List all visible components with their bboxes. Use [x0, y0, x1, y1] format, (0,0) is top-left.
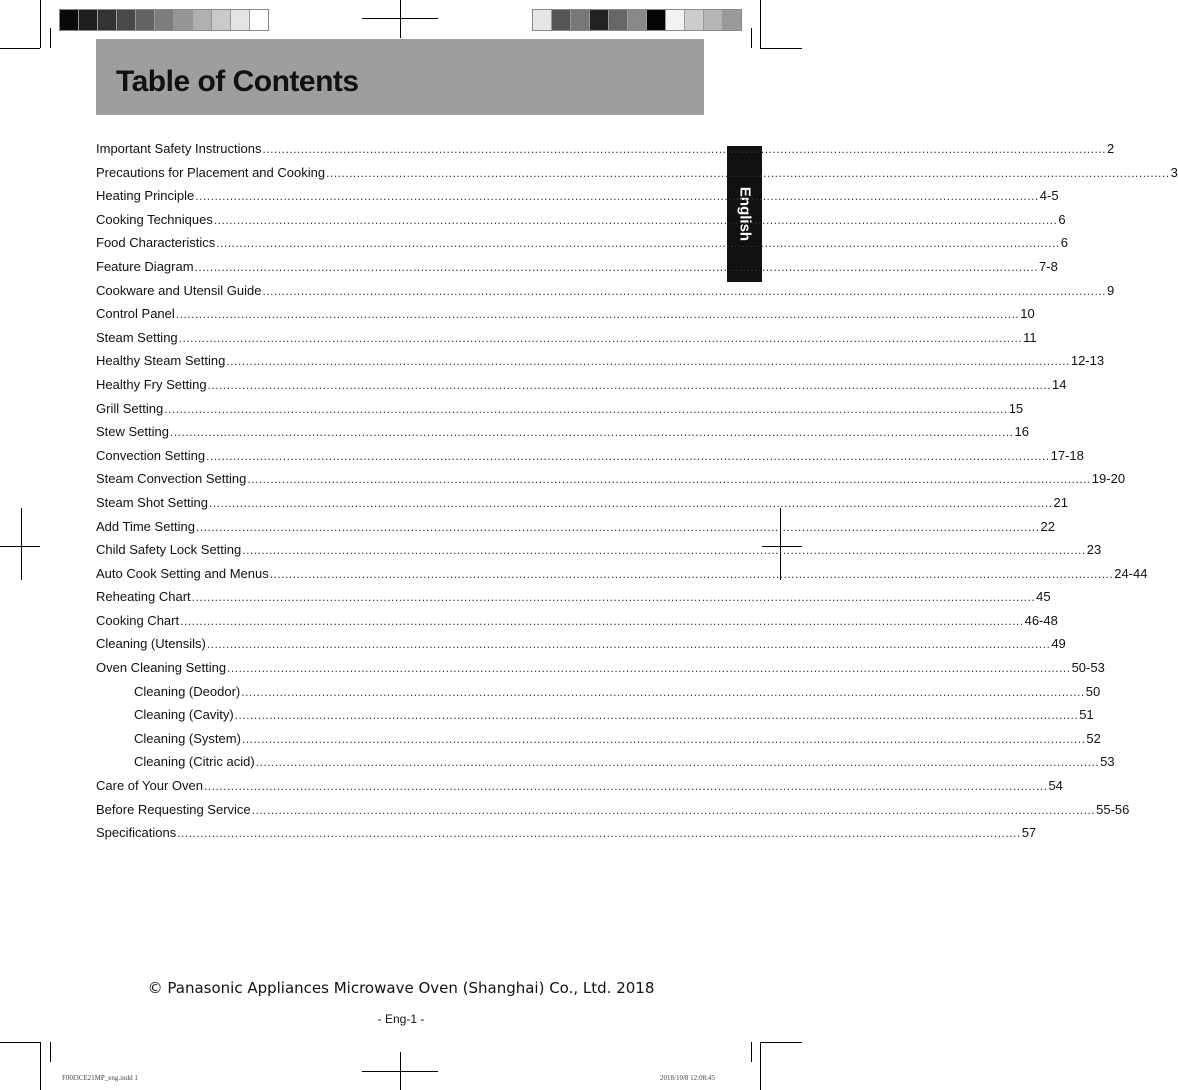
color-swatch	[666, 10, 685, 30]
toc-leader-dots: ............................................................................................................................................................................................................................	[194, 259, 1039, 274]
toc-entry	[96, 376, 1067, 401]
toc-entry	[96, 353, 1105, 377]
toc-leader-dots: ............................................................................................................................................................................................................................	[216, 236, 1060, 251]
toc-entry-title: Precautions for Placement and Cooking	[96, 164, 326, 180]
language-tab-label: English	[736, 186, 753, 242]
toc-entry-page: 50-53	[1071, 660, 1105, 676]
toc-leader-dots: ............................................................................................................................................................................................................................	[242, 543, 1086, 558]
toc-entry	[96, 400, 1024, 425]
toc-leader-dots: ............................................................................................................................................................................................................................	[177, 826, 1021, 841]
toc-entry-page: 21	[1053, 494, 1068, 510]
toc-entry-title: Important Safety Instructions	[96, 141, 262, 156]
color-swatch	[685, 10, 704, 30]
toc-entry-title: Control Panel	[96, 306, 175, 322]
toc-entry	[96, 235, 1068, 259]
title-banner	[96, 39, 704, 115]
toc-entry-title: Reheating Chart	[96, 589, 191, 605]
toc-entry	[96, 188, 1059, 212]
toc-entry-title: Healthy Fry Setting	[96, 376, 207, 392]
color-swatch	[552, 10, 571, 30]
toc-entry-title: Before Requesting Service	[96, 801, 251, 817]
color-swatch	[609, 10, 628, 30]
toc-entry	[96, 141, 1115, 165]
color-swatch	[60, 10, 79, 30]
toc-entry-page: 15	[1008, 400, 1024, 416]
toc-entry-title: Cleaning (Utensils)	[96, 636, 206, 652]
toc-entry-title: Cleaning (Deodor)	[134, 683, 241, 699]
toc-entry	[96, 164, 1178, 189]
toc-leader-dots: ............................................................................................................................................................................................................................	[195, 189, 1039, 204]
color-swatch	[533, 10, 552, 30]
toc-entry-title: Cooking Chart	[96, 612, 180, 628]
toc-entry-title: Oven Cleaning Setting	[96, 660, 227, 676]
toc-leader-dots: ............................................................................................................................................................................................................................	[209, 495, 1053, 510]
page-number: - Eng-1 -	[377, 1012, 425, 1026]
toc-entry-title: Cooking Techniques	[96, 211, 213, 227]
toc-leader-dots: ............................................................................................................................................................................................................................	[247, 472, 1091, 487]
toc-entry-title: Feature Diagram	[96, 258, 194, 274]
crop-mark	[40, 1042, 41, 1090]
toc-entry	[96, 447, 1084, 472]
toc-entry	[96, 778, 1063, 802]
toc-entry	[96, 636, 1066, 660]
crop-mark	[50, 28, 51, 48]
registration-mark	[362, 18, 438, 19]
calibration-bar-left	[59, 9, 269, 31]
toc-leader-dots: ............................................................................................................................................................................................................................	[234, 708, 1079, 723]
toc-entry-page: 2	[1106, 141, 1115, 156]
toc-entry-title: Grill Setting	[96, 400, 164, 416]
toc-entry-page: 51	[1079, 707, 1094, 723]
copyright-notice: © Panasonic Appliances Microwave Oven (Shanghai) Co., Ltd. 2018	[147, 979, 655, 997]
toc-entry-title: Food Characteristics	[96, 235, 216, 251]
toc-leader-dots: ............................................................................................................................................................................................................................	[170, 425, 1014, 440]
toc-leader-dots: ............................................................................................................................................................................................................................	[255, 755, 1100, 770]
toc-entry-page: 53	[1100, 754, 1115, 770]
toc-entry-page: 49	[1051, 636, 1066, 652]
toc-entry	[96, 660, 1105, 684]
toc-leader-dots: ............................................................................................................................................................................................................................	[241, 684, 1085, 699]
toc-entry	[96, 424, 1029, 448]
crop-mark	[760, 1042, 802, 1043]
toc-entry	[96, 211, 1066, 236]
print-slug-file: F00I3CE21MP_eng.indd 1	[62, 1074, 138, 1082]
toc-entry	[96, 801, 1130, 826]
toc-entry-page: 54	[1048, 778, 1063, 794]
toc-leader-dots: ............................................................................................................................................................................................................................	[326, 165, 1170, 180]
toc-entry-page: 4-5	[1039, 188, 1059, 204]
color-swatch	[212, 10, 231, 30]
crop-mark	[751, 1042, 752, 1062]
crop-mark	[760, 0, 761, 48]
toc-entry-title: Heating Principle	[96, 188, 195, 204]
toc-leader-dots: ............................................................................................................................................................................................................................	[175, 307, 1020, 322]
toc-entry-title: Specifications	[96, 825, 177, 841]
toc-entry-page: 24-44	[1114, 565, 1148, 581]
toc-entry	[96, 707, 1094, 731]
toc-entry-title: Add Time Setting	[96, 518, 195, 534]
crop-mark	[0, 48, 40, 49]
toc-entry-title: Steam Setting	[96, 329, 178, 345]
toc-leader-dots: ............................................................................................................................................................................................................................	[196, 519, 1040, 534]
print-slug-date: 2018/10/8 12:08:45	[660, 1074, 716, 1082]
toc-entry	[96, 542, 1102, 566]
toc-entry	[96, 612, 1058, 637]
color-swatch	[155, 10, 174, 30]
toc-entry	[96, 683, 1101, 708]
color-swatch	[136, 10, 155, 30]
toc-entry-title: Auto Cook Setting and Menus	[96, 565, 269, 581]
toc-entry-title: Steam Shot Setting	[96, 494, 209, 510]
toc-leader-dots: ............................................................................................................................................................................................................................	[206, 448, 1050, 463]
toc-entry-page: 22	[1040, 518, 1055, 534]
toc-entry-page: 55-56	[1096, 801, 1130, 817]
color-swatch	[117, 10, 136, 30]
crop-mark	[50, 1042, 51, 1062]
color-swatch	[723, 10, 741, 30]
toc-entry-title: Care of Your Oven	[96, 778, 203, 794]
toc-entry	[96, 329, 1037, 354]
toc-entry-title: Cleaning (Citric acid)	[134, 754, 255, 770]
toc-entry-page: 11	[1023, 329, 1037, 345]
toc-entry-title: Healthy Steam Setting	[96, 353, 226, 369]
toc-entry	[96, 471, 1126, 495]
toc-entry	[96, 494, 1068, 519]
toc-entry-page: 19-20	[1091, 471, 1126, 487]
toc-entry-title: Stew Setting	[96, 424, 169, 440]
page-title: Table of Contents	[116, 65, 359, 98]
toc-leader-dots: ............................................................................................................................................................................................................................	[207, 377, 1052, 392]
toc-leader-dots: ............................................................................................................................................................................................................................	[227, 661, 1071, 676]
toc-entry-page: 7-8	[1039, 258, 1058, 274]
toc-entry-page: 57	[1021, 825, 1037, 841]
toc-entry-page: 17-18	[1050, 447, 1084, 463]
registration-mark	[21, 508, 22, 580]
color-swatch	[571, 10, 590, 30]
toc-entry-title: Steam Convection Setting	[96, 471, 247, 487]
color-swatch	[79, 10, 98, 30]
registration-mark	[0, 546, 40, 547]
color-swatch	[628, 10, 647, 30]
toc-leader-dots: ............................................................................................................................................................................................................................	[269, 566, 1114, 581]
toc-leader-dots: ............................................................................................................................................................................................................................	[213, 212, 1058, 227]
toc-entry	[96, 306, 1035, 330]
toc-leader-dots: ............................................................................................................................................................................................................................	[206, 637, 1051, 652]
toc-entry	[96, 589, 1051, 613]
toc-leader-dots: ............................................................................................................................................................................................................................	[262, 142, 1106, 156]
toc-entry-page: 45	[1036, 589, 1051, 605]
crop-mark	[760, 1042, 761, 1090]
toc-entry-title: Cleaning (Cavity)	[134, 707, 234, 723]
crop-mark	[0, 1042, 40, 1043]
toc-entry-page: 23	[1086, 542, 1102, 558]
toc-leader-dots: ............................................................................................................................................................................................................................	[164, 401, 1008, 416]
color-swatch	[231, 10, 250, 30]
toc-entry-page: 14	[1052, 376, 1067, 392]
toc-entry	[96, 565, 1148, 590]
color-swatch	[193, 10, 212, 30]
toc-leader-dots: ............................................................................................................................................................................................................................	[226, 354, 1070, 369]
crop-mark	[751, 28, 752, 48]
color-swatch	[98, 10, 117, 30]
toc-entry-page: 9	[1106, 282, 1115, 298]
toc-entry	[96, 282, 1115, 307]
toc-leader-dots: ............................................................................................................................................................................................................................	[203, 779, 1048, 794]
toc-entry-page: 16	[1014, 424, 1029, 440]
toc-entry-page: 10	[1020, 306, 1035, 322]
toc-entry-page: 52	[1086, 730, 1101, 746]
toc-entry-title: Cookware and Utensil Guide	[96, 282, 262, 298]
crop-mark	[40, 0, 41, 48]
toc-entry-page: 6	[1058, 211, 1066, 227]
color-swatch	[174, 10, 193, 30]
toc-leader-dots: ............................................................................................................................................................................................................................	[191, 590, 1036, 605]
color-swatch	[590, 10, 609, 30]
toc-entry-page: 46-48	[1024, 612, 1058, 628]
toc-entry-title: Cleaning (System)	[134, 730, 241, 746]
toc-entry-title: Convection Setting	[96, 447, 206, 463]
toc-entry	[96, 754, 1115, 778]
toc-entry	[96, 258, 1058, 283]
registration-mark	[362, 1071, 438, 1072]
color-swatch	[647, 10, 666, 30]
toc-leader-dots: ............................................................................................................................................................................................................................	[251, 802, 1096, 817]
toc-entry	[96, 730, 1101, 755]
toc-entry-title: Child Safety Lock Setting	[96, 542, 242, 558]
toc-entry	[96, 518, 1055, 543]
crop-mark	[760, 48, 802, 49]
toc-leader-dots: ............................................................................................................................................................................................................................	[178, 330, 1023, 345]
toc-entry-page: 6	[1060, 235, 1068, 251]
toc-entry-page: 50	[1085, 683, 1101, 699]
toc-leader-dots: ............................................................................................................................................................................................................................	[262, 283, 1106, 298]
toc-leader-dots: ............................................................................................................................................................................................................................	[241, 731, 1086, 746]
toc-entry-page: 12-13	[1070, 353, 1105, 369]
calibration-bar-right	[532, 9, 742, 31]
color-swatch	[704, 10, 723, 30]
toc-entry-page: 3	[1170, 164, 1178, 180]
toc-leader-dots: ............................................................................................................................................................................................................................	[180, 613, 1024, 628]
registration-mark	[400, 0, 401, 38]
toc-entry	[96, 825, 1037, 849]
color-swatch	[250, 10, 268, 30]
